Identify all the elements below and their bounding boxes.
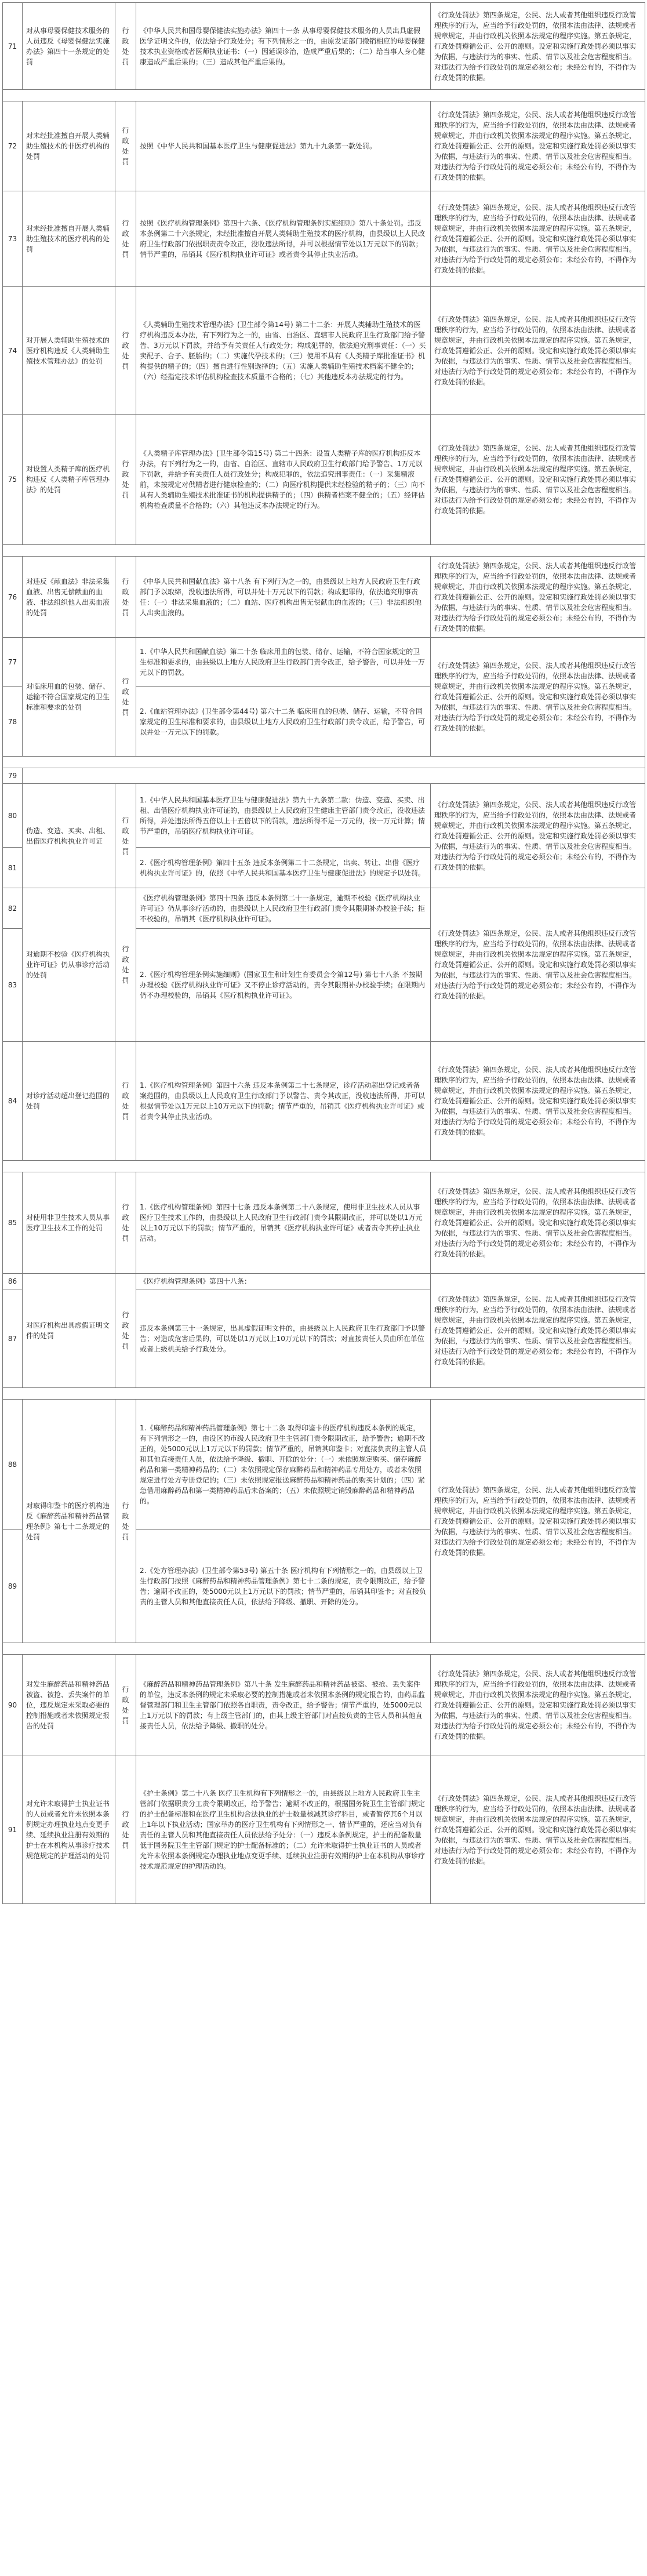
item-name: 对诊疗活动超出登记范围的处罚 — [23, 1042, 115, 1161]
table-row — [3, 1400, 645, 1530]
item-type: 行政处罚 — [115, 1400, 136, 1643]
penalty-table — [2, 2, 645, 1904]
legal-basis: 《护士条例》第二十八条 医疗卫生机构有下列情形之一的，由县级以上地方人民政府卫生主管部门依据职责分工责令限期改正，给予警告；逾期不改正的，根据国务院卫生主管部门规定的护士配备标准和在医疗卫生机构合法执业的护士数量核减其诊疗科目，或者暂停其6个月以上1年以下执业活动；国家举办的医疗卫生机构有下列情形之一、情节严重的，还应当对负有责任的主管人员和其他直接责任人员依法给予处分：（一）违反本条例规定，护士的配备数量低于国务院卫生主管部门规定的护士配备标准的；（二）允许未取得护士执业证书的人员或者允许未依照本条例规定办理执业地点变更手续、延续执业注册有效期的护士在本机构从事诊疗技术规范规定的护理活动的。 — [136, 1756, 431, 1904]
item-name: 对从事母婴保健技术服务的人员违反《母婴保健法实施办法》第四十一条规定的处罚 — [23, 3, 115, 90]
liability-text: 《行政处罚法》第四条规定，公民、法人或者其他组织违反行政管理秩序的行为，应当给予行政处罚的，依照本法由法律、法规或者规章规定，并由行政机关依照本法规定的程序实施。第五条规定，行政处罚遵循公正、公开的原则。设定和实施行政处罚必须以事实为依据，与违法行为的事实、性质、情节以及社会危害程度相当。对违法行为给予行政处罚的规定必须公布；未经公布的，不得作为行政处罚的依据。 — [431, 287, 645, 415]
item-name: 伪造、变造、买卖、出租、出借医疗机构执业许可证 — [23, 784, 115, 888]
item-type: 行政处罚 — [115, 557, 136, 638]
legal-basis: 1.《麻醉药品和精神药品管理条例》第七十二条 取得印鉴卡的医疗机构违反本条例的规定，有下列情形之一的，由设区的市级人民政府卫生主管部门责令限期改正，给予警告；逾期不改正的，处5000元以上1万元以下的罚款；情节严重的，吊销其印鉴卡；对直接负责的主管人员和其他直接责任人员，依法给予降级、撤职、开除的处分：（一）未依照规定购买、储存麻醉药品和第一类精神药品的；（二）未依照规定保存麻醉药品和精神药品专用处方，或者未依照规定进行处方专册登记的；（三）未依照规定报送麻醉药品和精神药品的购买计划的；（四）紧急借用麻醉药品和第一类精神药品后未备案的；（五）未依照规定销毁麻醉药品和精神药品的。 — [136, 1400, 431, 1530]
table-row — [3, 1274, 645, 1289]
row-number: 84 — [3, 1042, 23, 1161]
row-number: 83 — [3, 929, 23, 1042]
liability-text: 《行政处罚法》第四条规定，公民、法人或者其他组织违反行政管理秩序的行为，应当给予行政处罚的，依照本法由法律、法规或者规章规定，并由行政机关依照本法规定的程序实施。第五条规定，行政处罚遵循公正、公开的原则。设定和实施行政处罚必须以事实为依据，与违法行为的事实、性质、情节以及社会危害程度相当。对违法行为给予行政处罚的规定必须公布；未经公布的，不得作为行政处罚的依据。 — [431, 888, 645, 1042]
legal-basis: 《人类辅助生殖技术管理办法》(卫生部令第14号) 第二十二条：开展人类辅助生殖技术的医疗机构违反本办法，有下列行为之一的，由省、自治区、直辖市人民政府卫生行政部门给予警告、3万元以下罚款，并给予有关责任人行政处分；构成犯罪的，依法追究刑事责任：（一）买卖配子、合子、胚胎的；（二）实施代孕技术的；（三）使用不具有《人类精子库批准证书》机构提供的精子的；（四）擅自进行性别选择的；（五）实施人类辅助生殖技术档案不健全的；（六）经指定技术评估机构检查技术质量不合格的；（七）其他违反本办法规定的行为。 — [136, 287, 431, 415]
legal-basis: 按照《中华人民共和国基本医疗卫生与健康促进法》第九十九条第一款处罚。 — [136, 101, 431, 191]
row-number: 71 — [3, 3, 23, 90]
legal-basis: 2.《医疗机构管理条例实施细则》(国家卫生和计划生育委员会令第12号) 第七十八条 不按期办理校验《医疗机构执业许可证》又不停止诊疗活动的，责令其限期补办校验手续；在限期内仍不办理校验的，吊销其《医疗机构执业许可证》。 — [136, 929, 431, 1042]
legal-basis: 1.《医疗机构管理条例》第四十六条 违反本条例第二十七条规定，诊疗活动超出登记或者备案范围的，由县级以上人民政府卫生行政部门予以警告、责令其改正，没收违法所得，并可以根据情节处以1万元以上10万元以下的罚款；情节严重的，吊销其《医疗机构执业许可证》或者责令其停止执业活动。 — [136, 1042, 431, 1161]
table-row — [3, 1655, 645, 1756]
liability-text: 《行政处罚法》第四条规定，公民、法人或者其他组织违反行政管理秩序的行为，应当给予行政处罚的，依照本法由法律、法规或者规章规定，并由行政机关依照本法规定的程序实施。第五条规定，行政处罚遵循公正、公开的原则。设定和实施行政处罚必须以事实为依据，与违法行为的事实、性质、情节以及社会危害程度相当。对违法行为给予行政处罚的规定必须公布；未经公布的，不得作为行政处罚的依据。 — [431, 101, 645, 191]
legal-basis: 《医疗机构管理条例》第四十八条： — [136, 1274, 431, 1289]
row-number: 75 — [3, 415, 23, 545]
item-type: 行政处罚 — [115, 638, 136, 757]
item-name: 对取得印鉴卡的医疗机构违反《麻醉药品和精神药品管理条例》第七十二条规定的处罚 — [23, 1400, 115, 1643]
row-number: 89 — [3, 1530, 23, 1643]
table-row — [3, 191, 645, 287]
liability-text: 《行政处罚法》第四条规定，公民、法人或者其他组织违反行政管理秩序的行为，应当给予行政处罚的，依照本法由法律、法规或者规章规定，并由行政机关依照本法规定的程序实施。第五条规定，行政处罚遵循公正、公开的原则。设定和实施行政处罚必须以事实为依据，与违法行为的事实、性质、情节以及社会危害程度相当。对违法行为给予行政处罚的规定必须公布；未经公布的，不得作为行政处罚的依据。 — [431, 1274, 645, 1388]
liability-text: 《行政处罚法》第四条规定，公民、法人或者其他组织违反行政管理秩序的行为，应当给予行政处罚的，依照本法由法律、法规或者规章规定，并由行政机关依照本法规定的程序实施。第五条规定，行政处罚遵循公正、公开的原则。设定和实施行政处罚必须以事实为依据，与违法行为的事实、性质、情节以及社会危害程度相当。对违法行为给予行政处罚的规定必须公布；未经公布的，不得作为行政处罚的依据。 — [431, 638, 645, 757]
item-type: 行政处罚 — [115, 1172, 136, 1274]
row-number: 85 — [3, 1172, 23, 1274]
item-type: 行政处罚 — [115, 888, 136, 1042]
row-number: 76 — [3, 557, 23, 638]
item-type: 行政处罚 — [115, 1042, 136, 1161]
item-name: 对开展人类辅助生殖技术的医疗机构违反《人类辅助生殖技术管理办法》的处罚 — [23, 287, 115, 415]
table-row — [3, 101, 645, 191]
item-type: 行政处罚 — [115, 287, 136, 415]
row-number: 82 — [3, 888, 23, 929]
row-number: 90 — [3, 1655, 23, 1756]
liability-text: 《行政处罚法》第四条规定，公民、法人或者其他组织违反行政管理秩序的行为，应当给予行政处罚的，依照本法由法律、法规或者规章规定，并由行政机关依照本法规定的程序实施。第五条规定，行政处罚遵循公正、公开的原则。设定和实施行政处罚必须以事实为依据，与违法行为的事实、性质、情节以及社会危害程度相当。对违法行为给予行政处罚的规定必须公布；未经公布的，不得作为行政处罚的依据。 — [431, 1042, 645, 1161]
legal-basis: 《中华人民共和国母婴保健法实施办法》第四十一条 从事母婴保健技术服务的人员出具虚假医学证明文件的，依法给予行政处分；有下列情形之一的，由原发证部门撤销相应的母婴保健技术执业资格或者医师执业证书：（一）因延误诊治，造成严重后果的；（二）给当事人身心健康造成严重后果的；（三）造成其他严重后果的。 — [136, 3, 431, 90]
item-name: 对允许未取得护士执业证书的人员或者允许未依照本条例规定办理执业地点变更手续、延续执业注册有效期的护士在本机构从事诊疗技术规范规定的护理活动的处罚 — [23, 1756, 115, 1904]
item-name: 对未经批准擅自开展人类辅助生殖技术的医疗机构的处罚 — [23, 191, 115, 287]
legal-basis: 2.《血站管理办法》(卫生部令第44号) 第六十二条 临床用血的包装、储存、运输，不符合国家规定的卫生标准和要求的，由县级以上地方人民政府卫生行政部门责令改正，给予警告，可以并处一万元以下的罚款。 — [136, 687, 431, 757]
liability-text: 《行政处罚法》第四条规定，公民、法人或者其他组织违反行政管理秩序的行为，应当给予行政处罚的，依照本法由法律、法规或者规章规定，并由行政机关依照本法规定的程序实施。第五条规定，行政处罚遵循公正、公开的原则。设定和实施行政处罚必须以事实为依据，与违法行为的事实、性质、情节以及社会危害程度相当。对违法行为给予行政处罚的规定必须公布；未经公布的，不得作为行政处罚的依据。 — [431, 1400, 645, 1643]
liability-text: 《行政处罚法》第四条规定，公民、法人或者其他组织违反行政管理秩序的行为，应当给予行政处罚的，依照本法由法律、法规或者规章规定，并由行政机关依照本法规定的程序实施。第五条规定，行政处罚遵循公正、公开的原则。设定和实施行政处罚必须以事实为依据，与违法行为的事实、性质、情节以及社会危害程度相当。对违法行为给予行政处罚的规定必须公布；未经公布的，不得作为行政处罚的依据。 — [431, 557, 645, 638]
liability-text: 《行政处罚法》第四条规定，公民、法人或者其他组织违反行政管理秩序的行为，应当给予行政处罚的，依照本法由法律、法规或者规章规定，并由行政机关依照本法规定的程序实施。第五条规定，行政处罚遵循公正、公开的原则。设定和实施行政处罚必须以事实为依据，与违法行为的事实、性质、情节以及社会危害程度相当。对违法行为给予行政处罚的规定必须公布；未经公布的，不得作为行政处罚的依据。 — [431, 1756, 645, 1904]
item-name: 对逾期不校验《医疗机构执业许可证》仍从事诊疗活动的处罚 — [23, 888, 115, 1042]
item-type: 行政处罚 — [115, 1756, 136, 1904]
table-row — [3, 784, 645, 848]
row-number: 73 — [3, 191, 23, 287]
liability-text: 《行政处罚法》第四条规定，公民、法人或者其他组织违反行政管理秩序的行为，应当给予行政处罚的，依照本法由法律、法规或者规章规定，并由行政机关依照本法规定的程序实施。第五条规定，行政处罚遵循公正、公开的原则。设定和实施行政处罚必须以事实为依据，与违法行为的事实、性质、情节以及社会危害程度相当。对违法行为给予行政处罚的规定必须公布；未经公布的，不得作为行政处罚的依据。 — [431, 415, 645, 545]
item-type: 行政处罚 — [115, 415, 136, 545]
row-number: 87 — [3, 1289, 23, 1388]
legal-basis: 《医疗机构管理条例》第四十四条 违反本条例第二十一条规定，逾期不校验《医疗机构执业许可证》仍从事诊疗活动的，由县级以上人民政府卫生行政部门责令其限期补办校验手续；拒不校验的，吊销其《医疗机构执业许可证》。 — [136, 888, 431, 929]
item-name: 对医疗机构出具虚假证明文件的处罚 — [23, 1274, 115, 1388]
row-number: 91 — [3, 1756, 23, 1904]
row-number: 72 — [3, 101, 23, 191]
item-type: 行政处罚 — [115, 191, 136, 287]
item-type: 行政处罚 — [115, 1274, 136, 1388]
item-name: 对发生麻醉药品和精神药品被盗、被抢、丢失案件的单位，违反规定未采取必要的控制措施或者未依照规定报告的处罚 — [23, 1655, 115, 1756]
table-row — [3, 415, 645, 545]
legal-basis: 违反本条例第三十一条规定，出具虚假证明文件的，由县级以上人民政府卫生行政部门予以警告；对造成危害后果的，可以处以1万元以上10万元以下的罚款；对直接责任人员由所在单位或者上级机关给予行政处分。 — [136, 1289, 431, 1388]
item-type: 行政处罚 — [115, 784, 136, 888]
item-name: 对临床用血的包装、储存、运输不符合国家规定的卫生标准和要求的处罚 — [23, 638, 115, 757]
table-row — [3, 287, 645, 415]
legal-basis: 《中华人民共和国献血法》第十八条 有下列行为之一的，由县级以上地方人民政府卫生行政部门予以取缔，没收违法所得，可以并处十万元以下的罚款；构成犯罪的，依法追究刑事责任：（一）非法采集血液的；（二）血站、医疗机构出售无偿献血的血液的；（三）非法组织他人出卖血液的。 — [136, 557, 431, 638]
table-row — [3, 1042, 645, 1161]
liability-text: 《行政处罚法》第四条规定，公民、法人或者其他组织违反行政管理秩序的行为，应当给予行政处罚的，依照本法由法律、法规或者规章规定，并由行政机关依照本法规定的程序实施。第五条规定，行政处罚遵循公正、公开的原则。设定和实施行政处罚必须以事实为依据，与违法行为的事实、性质、情节以及社会危害程度相当。对违法行为给予行政处罚的规定必须公布；未经公布的，不得作为行政处罚的依据。 — [431, 3, 645, 90]
legal-basis: 按照《医疗机构管理条例》第四十六条、《医疗机构管理条例实施细则》第八十条处罚。违反本条例第二十六条规定，未经批准擅自开展人类辅助生殖技术的医疗机构，由县级以上人民政府卫生行政部门依据职责责令改正，没收违法所得，并可以根据情节处以1万元以下的罚款；情节严重的，吊销其《医疗机构执业许可证》或者责令其停止执业活动。 — [136, 191, 431, 287]
legal-basis: 1.《中华人民共和国基本医疗卫生与健康促进法》第九十九条第二款：伪造、变造、买卖、出租、出借医疗机构执业许可证的，由县级以上人民政府卫生健康主管部门责令改正，没收违法所得，并处违法所得五倍以上十五倍以下的罚款，违法所得不足一万元的，按一万元计算；情节严重的，吊销医疗机构执业许可证。 — [136, 784, 431, 848]
item-name: 对违反《献血法》非法采集血液、出售无偿献血的血液、非法组织他人出卖血液的处罚 — [23, 557, 115, 638]
legal-basis: 1.《中华人民共和国献血法》第二十条 临床用血的包装、储存、运输，不符合国家规定的卫生标准和要求的，由县级以上地方人民政府卫生行政部门责令改正，给予警告，可以并处一万元以下的罚款。 — [136, 638, 431, 687]
legal-basis: 1.《医疗机构管理条例》第四十七条 违反本条例第二十八条规定，使用非卫生技术人员从事医疗卫生技术工作的，由县级以上人民政府卫生行政部门责令其限期改正，并可以处以1万元以上10万元以下的罚款；情节严重的，吊销其《医疗机构执业许可证》或者责令其停止执业活动。 — [136, 1172, 431, 1274]
liability-text: 《行政处罚法》第四条规定，公民、法人或者其他组织违反行政管理秩序的行为，应当给予行政处罚的，依照本法由法律、法规或者规章规定，并由行政机关依照本法规定的程序实施。第五条规定，行政处罚遵循公正、公开的原则。设定和实施行政处罚必须以事实为依据，与违法行为的事实、性质、情节以及社会危害程度相当。对违法行为给予行政处罚的规定必须公布；未经公布的，不得作为行政处罚的依据。 — [431, 784, 645, 888]
row-number: 79 — [3, 768, 23, 784]
table-row — [3, 557, 645, 638]
item-type: 行政处罚 — [115, 3, 136, 90]
row-number: 86 — [3, 1274, 23, 1289]
item-name: 对使用非卫生技术人员从事医疗卫生技术工作的处罚 — [23, 1172, 115, 1274]
row-number: 81 — [3, 848, 23, 888]
item-name: 对设置人类精子库的医疗机构违反《人类精子库管理办法》的处罚 — [23, 415, 115, 545]
liability-text: 《行政处罚法》第四条规定，公民、法人或者其他组织违反行政管理秩序的行为，应当给予行政处罚的，依照本法由法律、法规或者规章规定，并由行政机关依照本法规定的程序实施。第五条规定，行政处罚遵循公正、公开的原则。设定和实施行政处罚必须以事实为依据，与违法行为的事实、性质、情节以及社会危害程度相当。对违法行为给予行政处罚的规定必须公布；未经公布的，不得作为行政处罚的依据。 — [431, 1172, 645, 1274]
row-number: 74 — [3, 287, 23, 415]
table-row — [3, 1172, 645, 1274]
row-number: 78 — [3, 687, 23, 757]
item-type: 行政处罚 — [115, 101, 136, 191]
table-row — [3, 638, 645, 687]
table-row — [3, 888, 645, 929]
legal-basis: 《麻醉药品和精神药品管理条例》第八十条 发生麻醉药品和精神药品被盗、被抢、丢失案件的单位，违反本条例的规定未采取必要的控制措施或者未依照本条例的规定报告的，由药品监督管理部门和卫生主管部门依照各自职责，责令改正，给予警告；情节严重的，处5000元以上1万元以下的罚款；有上级主管部门的，由其上级主管部门对直接负责的主管人员和其他直接责任人员，依法给予降级、撤职的处分。 — [136, 1655, 431, 1756]
legal-basis: 2.《医疗机构管理条例》第四十五条 违反本条例第二十二条规定，出卖、转让、出借《医疗机构执业许可证》的，依照《中华人民共和国基本医疗卫生与健康促进法》的规定予以处罚。 — [136, 848, 431, 888]
item-type: 行政处罚 — [115, 1655, 136, 1756]
row-number: 88 — [3, 1400, 23, 1530]
legal-basis: 《人类精子库管理办法》(卫生部令第15号) 第二十四条：设置人类精子库的医疗机构违反本办法，有下列行为之一的，由省、自治区、直辖市人民政府卫生行政部门给予警告、1万元以下罚款，并给予有关责任人员行政处分；构成犯罪的，依法追究刑事责任：（一）采集精液前，未按规定对供精者进行健康检查的；（二）向医疗机构提供未经检验的精子的；（三）向不具有人类辅助生殖技术批准证书的机构提供精子的；（四）供精者档案不健全的；（五）经评估机构检查质量不合格的；（六）其他违反本办法规定的行为。 — [136, 415, 431, 545]
row-number: 80 — [3, 784, 23, 848]
table-row — [3, 3, 645, 90]
item-name: 对未经批准擅自开展人类辅助生殖技术的非医疗机构的处罚 — [23, 101, 115, 191]
liability-text: 《行政处罚法》第四条规定，公民、法人或者其他组织违反行政管理秩序的行为，应当给予行政处罚的，依照本法由法律、法规或者规章规定，并由行政机关依照本法规定的程序实施。第五条规定，行政处罚遵循公正、公开的原则。设定和实施行政处罚必须以事实为依据，与违法行为的事实、性质、情节以及社会危害程度相当。对违法行为给予行政处罚的规定必须公布；未经公布的，不得作为行政处罚的依据。 — [431, 191, 645, 287]
liability-text: 《行政处罚法》第四条规定，公民、法人或者其他组织违反行政管理秩序的行为，应当给予行政处罚的，依照本法由法律、法规或者规章规定，并由行政机关依照本法规定的程序实施。第五条规定，行政处罚遵循公正、公开的原则。设定和实施行政处罚必须以事实为依据，与违法行为的事实、性质、情节以及社会危害程度相当。对违法行为给予行政处罚的规定必须公布；未经公布的，不得作为行政处罚的依据。 — [431, 1655, 645, 1756]
table-row — [3, 1756, 645, 1904]
row-number: 77 — [3, 638, 23, 687]
legal-basis: 2.《处方管理办法》(卫生部令第53号) 第五十条 医疗机构有下列情形之一的，由县级以上卫生行政部门按照《麻醉药品和精神药品管理条例》第七十二条的规定，责令限期改正，给予警告；逾期不改正的，处5000元以上1万元以下的罚款；情节严重的，吊销其印鉴卡；对直接负责的主管人员和其他直接责任人员，依法给予降级、撤职、开除的处分。 — [136, 1530, 431, 1643]
table-row — [3, 768, 645, 784]
